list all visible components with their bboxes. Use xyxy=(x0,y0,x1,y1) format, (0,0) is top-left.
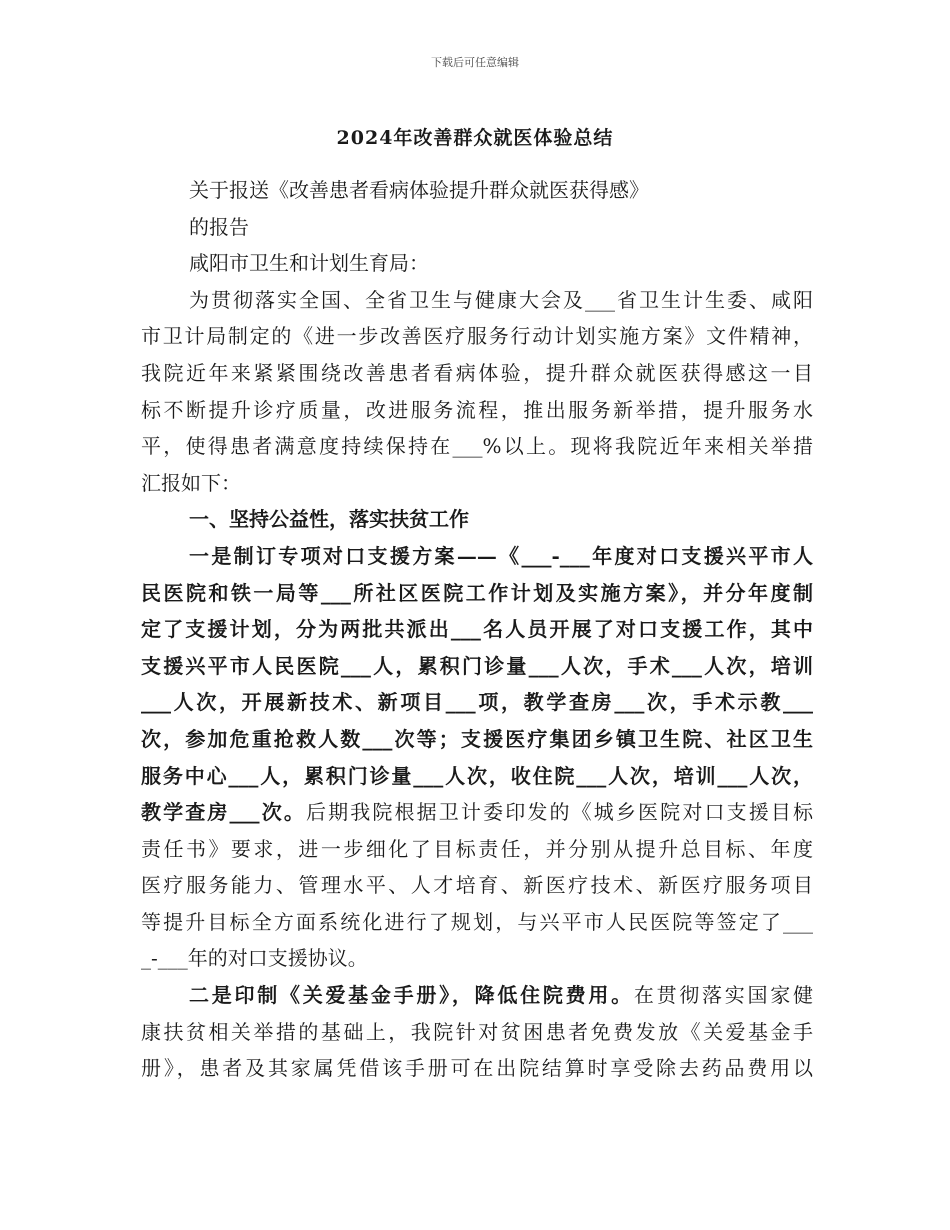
text-line xyxy=(141,648,813,685)
text-segment: 为贯彻落实全国、全省卫生与健康大会及___省卫生计生委、咸阳 xyxy=(189,287,813,312)
text-segment: 标不断提升诊疗质量，改进服务流程，推出服务新举措，提升服务水 xyxy=(141,397,813,422)
text-line xyxy=(141,1014,813,1051)
text-line xyxy=(141,575,813,612)
text-line xyxy=(141,355,813,392)
text-segment: 等提升目标全方面系统化进行了规划，与兴平市人民医院等签定了___ xyxy=(141,909,813,934)
text-line xyxy=(141,904,813,941)
bold-text-segment: 民医院和铁一局等___所社区医院工作计划及实施方案》，并分年度制 xyxy=(141,580,813,605)
text-segment: 市卫计局制定的《进一步改善医疗服务行动计划实施方案》文件精神， xyxy=(141,324,813,349)
text-line xyxy=(141,867,813,904)
text-line xyxy=(141,721,813,758)
document-body xyxy=(141,172,813,1087)
bold-text-segment: 二是印制《关爱基金手册》，降低住院费用。 xyxy=(189,983,634,1008)
text-line xyxy=(141,392,813,429)
text-line xyxy=(141,940,813,977)
text-line xyxy=(141,209,813,246)
text-segment: 我院近年来紧紧围绕改善患者看病体验，提升群众就医获得感这一目 xyxy=(141,360,813,385)
text-line xyxy=(141,611,813,648)
text-segment: 咸阳市卫生和计划生育局： xyxy=(189,251,429,276)
text-segment: 平，使得患者满意度持续保持在___%以上。现将我院近年来相关举措 xyxy=(141,434,813,459)
text-line xyxy=(141,428,813,465)
text-segment: 册》，患者及其家属凭借该手册可在出院结算时享受除去药品费用以 xyxy=(141,1056,813,1081)
bold-text-segment: 次，参加危重抢救人数___次等；支援医疗集团乡镇卫生院、社区卫生 xyxy=(141,726,813,751)
text-segment: 责任书》要求，进一步细化了目标责任，并分别从提升总目标、年度 xyxy=(141,836,813,861)
bold-text-segment: 服务中心___人，累积门诊量___人次，收住院___人次，培训___人次， xyxy=(141,763,813,788)
text-segment: 医疗服务能力、管理水平、人才培育、新医疗技术、新医疗服务项目 xyxy=(141,873,813,898)
text-line xyxy=(141,245,813,282)
text-line xyxy=(141,758,813,795)
text-line xyxy=(141,1050,813,1087)
bold-text-segment: 定了支援计划，分为两批共派出___名人员开展了对口支援工作，其中 xyxy=(141,617,813,642)
bold-text-segment: 一、坚持公益性，落实扶贫工作 xyxy=(189,507,469,532)
text-line xyxy=(141,318,813,355)
bold-text-segment: ___人次，开展新技术、新项目___项，教学查房___次，手术示教___ xyxy=(141,690,813,715)
text-segment: 的报告 xyxy=(189,214,249,239)
page-header-note: 下载后可任意编辑 xyxy=(431,56,519,69)
bold-text-segment: 支援兴平市人民医院___人，累积门诊量___人次，手术___人次，培训 xyxy=(141,653,813,678)
text-line xyxy=(141,465,813,502)
bold-text-segment: 一是制订专项对口支援方案——《___-___年度对口支援兴平市人 xyxy=(189,543,813,568)
text-line xyxy=(141,282,813,319)
document-title: 2024年改善群众就医体验总结 xyxy=(336,127,614,149)
text-segment: 后期我院根据卫计委印发的《城乡医院对口支援目标 xyxy=(305,800,813,825)
text-line xyxy=(141,172,813,209)
text-segment: 汇报如下： xyxy=(141,470,241,495)
text-line xyxy=(141,538,813,575)
text-line xyxy=(141,831,813,868)
text-segment: _-___年的对口支援协议。 xyxy=(141,946,368,971)
bold-text-segment: 教学查房___次。 xyxy=(141,800,306,825)
text-line xyxy=(141,977,813,1014)
text-segment: 康扶贫相关举措的基础上，我院针对贫困患者免费发放《关爱基金手 xyxy=(141,1019,813,1044)
text-line xyxy=(141,501,813,538)
text-segment: 在贯彻落实国家健 xyxy=(633,983,813,1008)
text-line xyxy=(141,794,813,831)
text-segment: 关于报送《改善患者看病体验提升群众就医获得感》 xyxy=(189,178,649,202)
text-line xyxy=(141,684,813,721)
